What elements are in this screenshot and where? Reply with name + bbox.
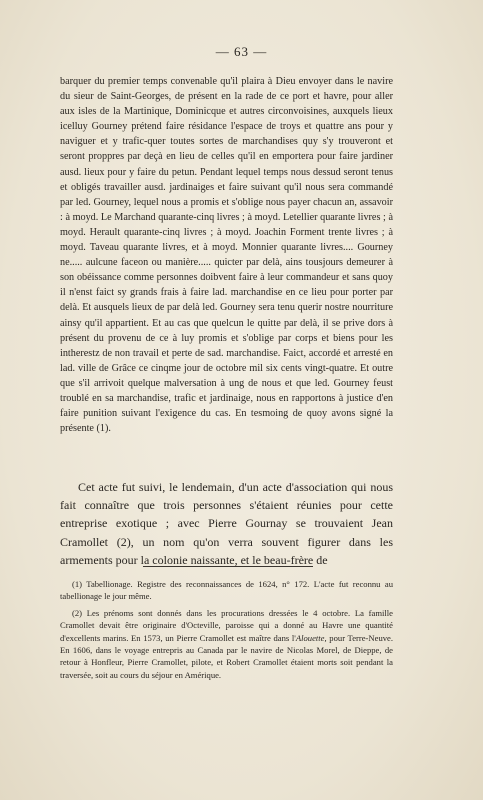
main-paragraph: Cet acte fut suivi, le lendemain, d'un acte d'association qui nous fait connaître que trois personnes s'étaient réunies pour cette entreprise exotique ; avec Pierre Gournay se trouvaient Jean Cramollet (2), un nom qu'on verra souvent figurer dans les armements pour la colonie naissante, et le beau-frère de: [60, 480, 393, 567]
footnote-divider: [143, 566, 313, 567]
quote-paragraph: barquer du premier temps convenable qu'il plaira à Dieu envoyer dans le navire du sieur de Saint-Georges, de présent en la rade de ce port et havre, pour aller aux isles de la Martinique, Dominicque et autres circonvoisines, auxquels lieux icelluy Gourney prétend faire résidance l'espace de troys et quattre ans pour y naviguer et y trafic-quer toutes sortes de marchandises quy s'y trouveront et seront proppres par deçà en lieu de celles qu'il en emportera pour faire jardiner ausd. lieux pour y faire du petun. Pendant lequel temps nous dessud seront tenus et obligés travailler ausd. jardinaiges et faire suivant qu'il nous sera commandé par led. Gourney, lequel nous a promis et s'oblige nous payer chacun an, assavoir : à moyd. Le Marchand quarante-cinq livres ; à moyd. Letellier quarante livres ; à moyd. Herault quarante-cinq livres ; à moyd. Joachin Forment trente livres ; à moyd. Taveau quarante livres, et à moyd. Monnier quarante livres.... Gourney ne..... aulcune faceon ou manière..... quicter par delà, ains tousjours demeurer à son obéissance comme personnes doibvent faire à leur commandeur et sans quoy il n'enst faict sy grands frais à faire lad. marchandise en ce lieu pour porter par delà. Et ausquels lieux de par delà led. Gourney sera tenu querir nostre nourriture ainsy qu'il appartient. Et au cas que quelcun le quitte par delà, il se prive dors à présent du provenu de ce à luy promis et s'oblige par corps et biens pour les intherestz de non travail et perte de sad. marchandise. Faict, accordé et arresté en lad. ville de Grâce ce cinqme jour de octobre mil six cents vingt-quatre. Et outre que s'il arrivoit quelque malversation à ung de nous et que led. Gourney feust troublé en sa marchandise, trafic et jardinaige, nous en rapportons à justice d'en faire punition suivant l'exigence du cas. En tesmoing de quoy avons signé la présente (1).: [60, 76, 393, 435]
page-number: — 63 —: [215, 44, 268, 59]
footnote-2-ship-name: Alouette: [295, 632, 325, 643]
quoted-contract-text: [60, 74, 393, 436]
main-text: [60, 478, 393, 569]
footnote-2-text-end: , pour Terre-Neuve. En 1606, dans le voyage entrepris au Canada par le navire de Nicolas Morel, de Dieppe, de retour à Honfleur, Pierre Cramollet, pilote, et Robert Cramollet étaient morts soit pendant la traversée, soit au cours du séjour en Amérique.: [60, 632, 393, 680]
footnotes: [60, 578, 393, 685]
footnote-1: (1) Tabellionage. Registre des reconnaissances de 1624, n° 172. L'acte fut reconnu au tabellionage le jour même.: [60, 579, 393, 602]
footnote-2: [60, 607, 393, 681]
footnote-2-text-start: (2) Les prénoms sont donnés dans les procurations dressées le 4 octobre. La famille Cramollet devait être originaire d'Octeville, paroisse qui a donné au Havre une quantité d'excellents marins. En 1573, un Pierre Cramollet est maître dans l': [60, 607, 393, 643]
